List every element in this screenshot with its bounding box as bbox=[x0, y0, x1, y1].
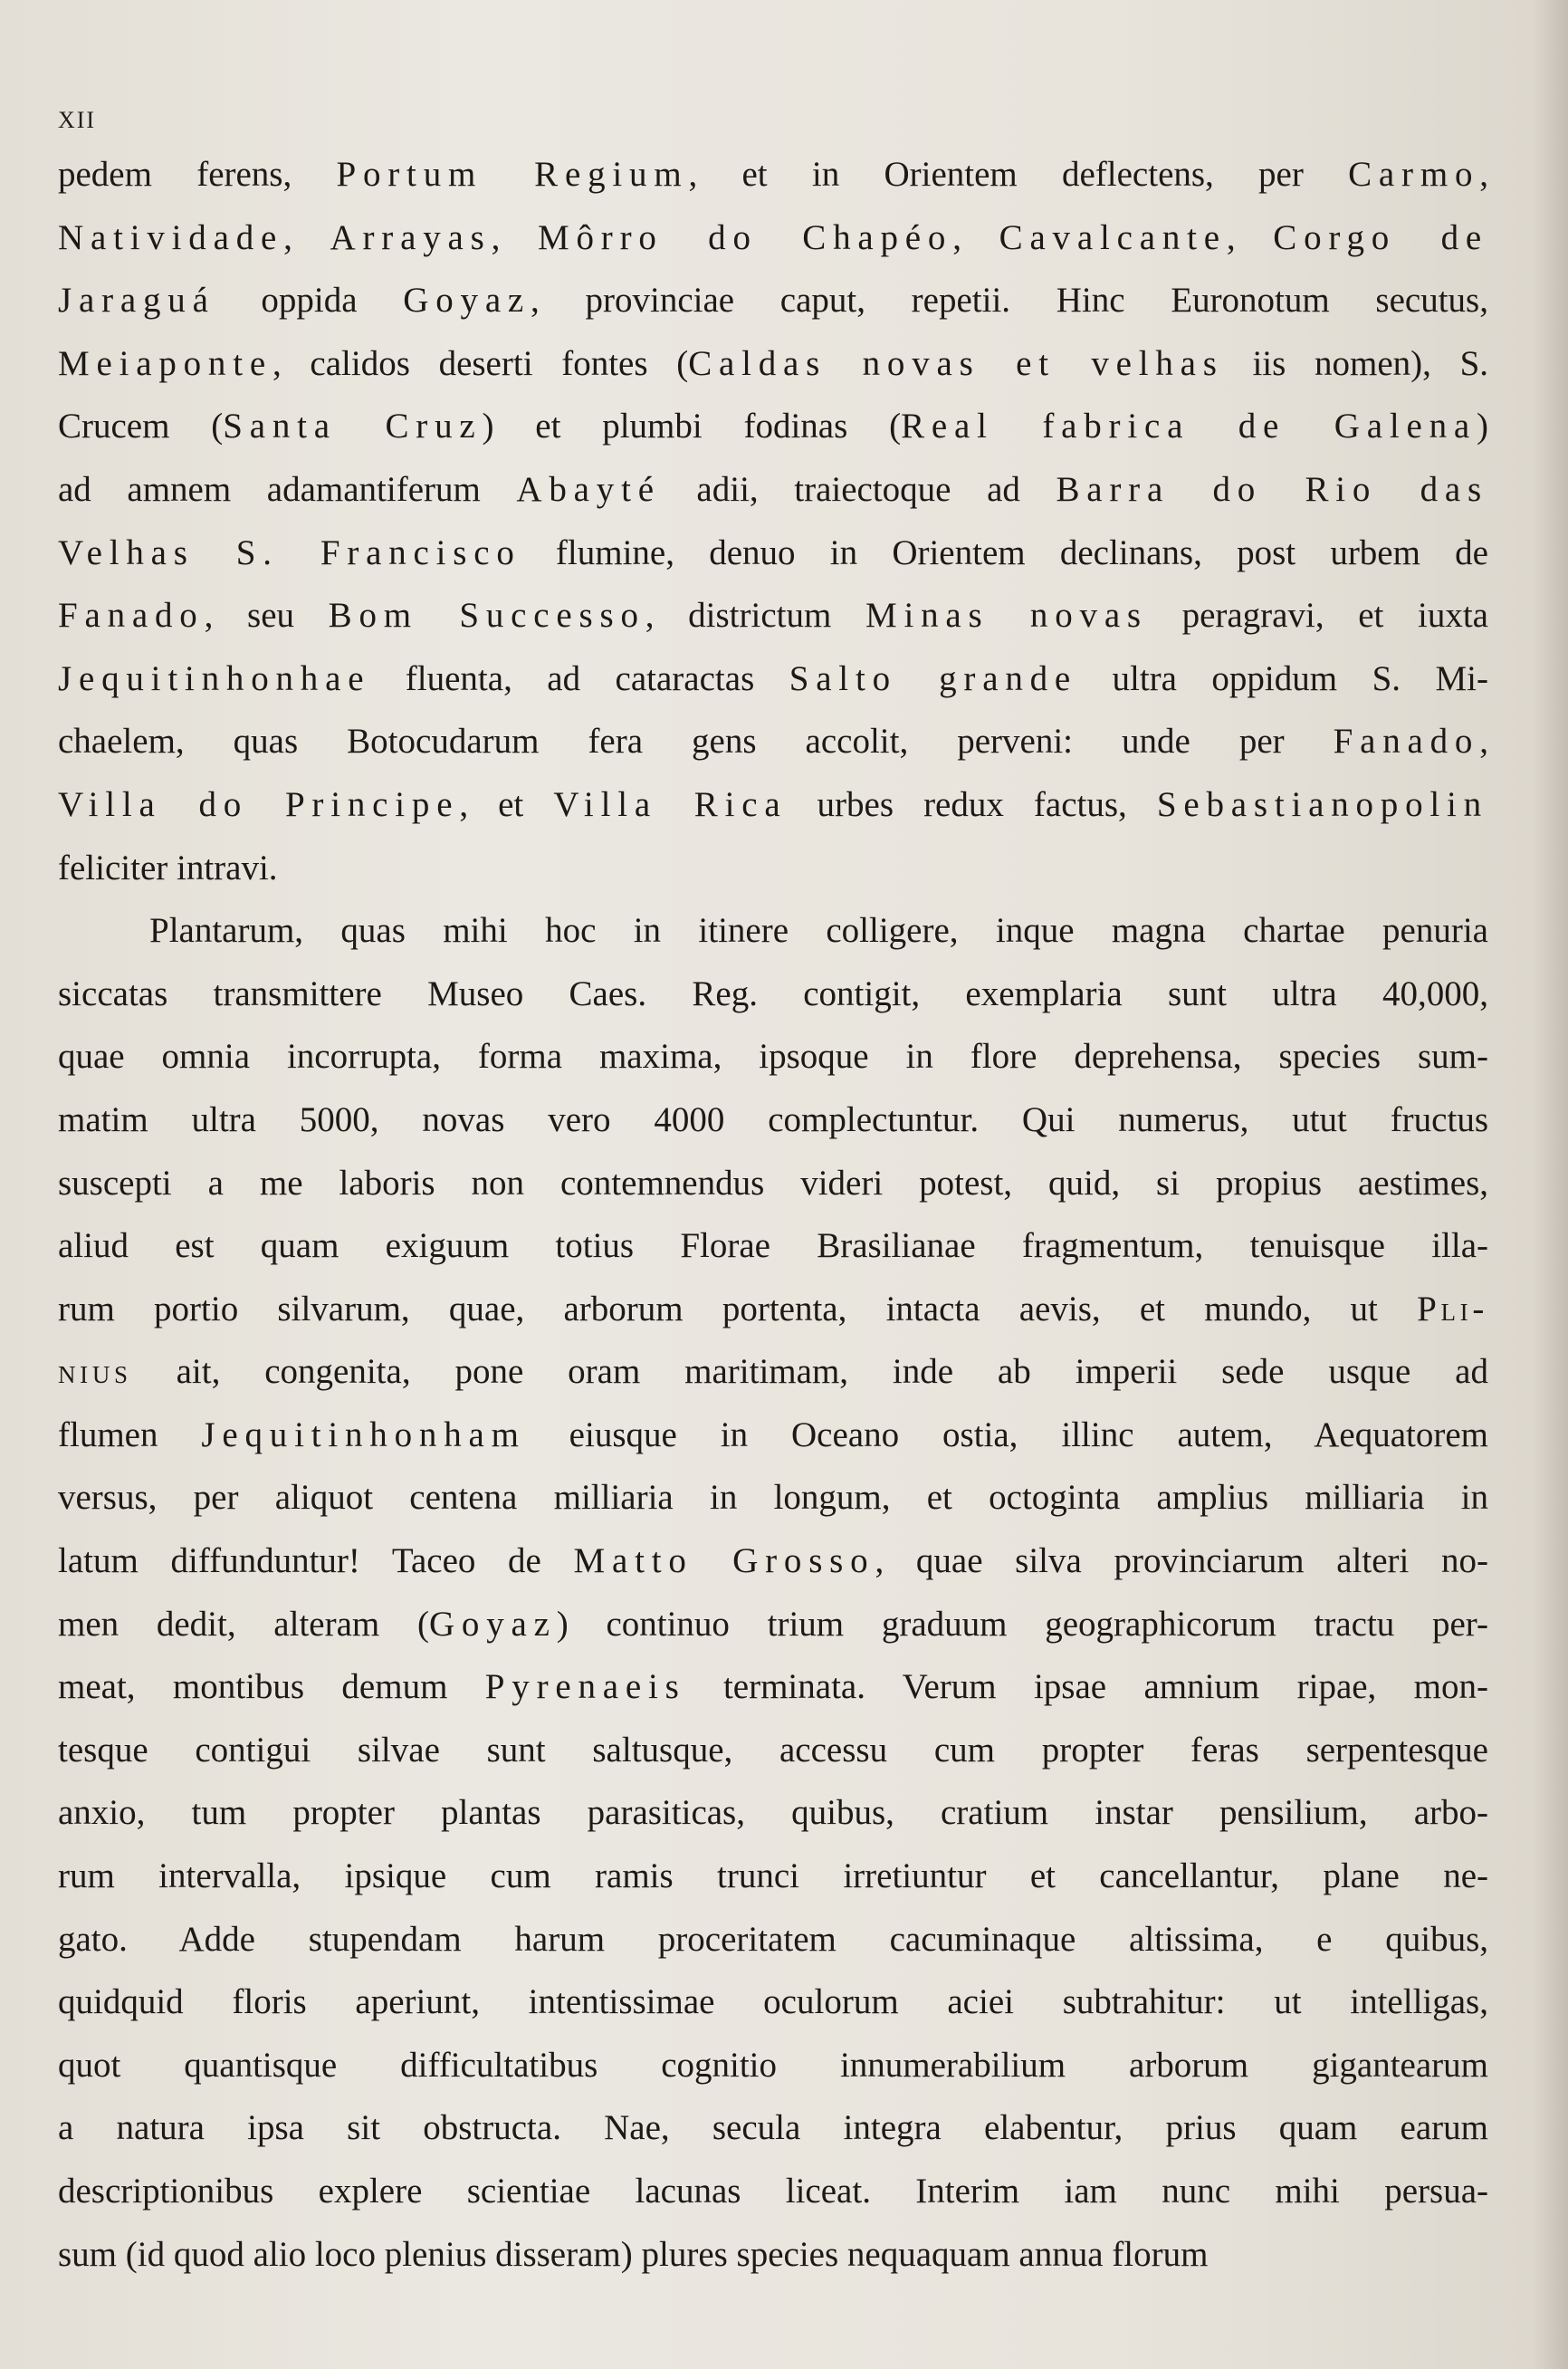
p1-line bbox=[58, 269, 1488, 332]
spaced-name: Jequitinhonhae bbox=[58, 658, 371, 698]
text-run: peragravi, et iuxta bbox=[1147, 596, 1488, 636]
text-run: ultra oppidum S. Mi- bbox=[1077, 658, 1488, 698]
spaced-name: Minas novas bbox=[865, 596, 1148, 636]
text-run: versus, per aliquot centena milliaria in longum, et octoginta amplius milliaria in bbox=[58, 1478, 1488, 1518]
spaced-name: Arrayas bbox=[330, 217, 492, 257]
text-run: , bbox=[1226, 217, 1274, 257]
text-run: sum (id quod alio loco plenius disseram) plures species nequaquam annua florum bbox=[58, 2234, 1209, 2274]
body-text bbox=[58, 143, 1488, 2286]
spaced-name: Barra do Rio das bbox=[1056, 469, 1488, 509]
text-run: ) et plumbi fodinas ( bbox=[482, 407, 902, 446]
text-run: ) continuo trium graduum geographicorum tractu per- bbox=[556, 1604, 1489, 1644]
p2-line bbox=[58, 1404, 1488, 1467]
text-run: flumen bbox=[58, 1415, 202, 1454]
text-run: quot quantisque difficultatibus cognitio innumerabilium arborum gigantearum bbox=[58, 2045, 1488, 2085]
spaced-name: Pyrenaeis bbox=[484, 1667, 686, 1707]
text-run: anxio, tum propter plantas parasiticas, quibus, cratium instar pensilium, arbo- bbox=[58, 1793, 1488, 1833]
text-run: flumine, denuo in Orientem declinans, post urbem de bbox=[521, 532, 1488, 572]
p2-line bbox=[58, 2034, 1488, 2097]
page-edge-shadow bbox=[1532, 0, 1568, 2369]
text-run: , et bbox=[459, 784, 554, 824]
text-run: aliud est quam exiguum totius Florae Brasilianae fragmentum, tenuisque illa- bbox=[58, 1226, 1488, 1266]
text-run: , bbox=[1479, 722, 1488, 762]
p2-line bbox=[58, 1278, 1488, 1341]
text-run: urbes redux factus, bbox=[787, 784, 1157, 824]
p2-line bbox=[58, 899, 1488, 963]
text-run: eiusque in Oceano ostia, illinc autem, Aequatorem bbox=[525, 1415, 1489, 1454]
spaced-name: Matto Grosso bbox=[573, 1541, 875, 1581]
text-run: rum intervalla, ipsique cum ramis trunci irretiuntur et cancellantur, plane ne- bbox=[58, 1856, 1488, 1896]
spaced-name: Goyaz bbox=[403, 281, 531, 321]
p1-line bbox=[58, 143, 1488, 206]
p2-line bbox=[58, 2096, 1488, 2160]
p2-line bbox=[58, 1593, 1488, 1656]
text-run: descriptionibus explere scientiae lacunas liceat. Interim iam nunc mihi persua- bbox=[58, 2172, 1488, 2211]
p2-line bbox=[58, 2223, 1488, 2287]
text-run: rum portio silvarum, quae, arborum portenta, intacta aevis, et mundo, ut bbox=[58, 1289, 1418, 1328]
text-run: Plantarum, quas mihi hoc in itinere colligere, inque magna chartae penuria bbox=[149, 911, 1488, 951]
spaced-name: Fanado bbox=[58, 596, 205, 636]
spaced-name: Abayté bbox=[516, 469, 661, 509]
spaced-name: Carmo bbox=[1348, 155, 1480, 194]
spaced-name: Fanado bbox=[1333, 722, 1480, 762]
p2-line bbox=[58, 1214, 1488, 1278]
text-run: terminata. Verum ipsae amnium ripae, mon- bbox=[685, 1667, 1488, 1707]
text-run: , districtum bbox=[645, 596, 865, 636]
spaced-name: Natividade bbox=[58, 217, 284, 257]
text-run: ad amnem adamantiferum bbox=[58, 469, 517, 509]
text-run: feliciter intravi. bbox=[58, 848, 278, 887]
text-run: siccatas transmittere Museo Caes. Reg. contigit, exemplaria sunt ultra 40,000, bbox=[58, 973, 1488, 1013]
spaced-name: Jaraguá bbox=[58, 281, 215, 321]
p2-line bbox=[58, 1971, 1488, 2034]
text-run: iis nomen), S. bbox=[1223, 343, 1489, 383]
text-run: tesque contigui silvae sunt saltusque, accessu cum propter feras serpentesque bbox=[58, 1730, 1488, 1770]
p1-line bbox=[58, 458, 1488, 522]
spaced-name: Caldas novas et velhas bbox=[688, 343, 1224, 383]
p1-line bbox=[58, 773, 1488, 837]
text-run: , bbox=[952, 217, 999, 257]
p1-line bbox=[58, 206, 1488, 270]
text-run: , quae silva provinciarum alteri no- bbox=[875, 1541, 1489, 1581]
spaced-name: Sebastianopolin bbox=[1156, 784, 1488, 824]
text-run: adii, traiectoque ad bbox=[660, 469, 1056, 509]
spaced-name: Villa do Principe bbox=[58, 784, 460, 824]
text-run: , provinciae caput, repetii. Hinc Euronotum secutus, bbox=[531, 281, 1488, 321]
p2-line bbox=[58, 1340, 1488, 1404]
spaced-name: Portum Regium bbox=[336, 155, 689, 194]
spaced-name: Goyaz bbox=[428, 1604, 557, 1644]
p2-line bbox=[58, 1466, 1488, 1530]
text-run: a natura ipsa sit obstructa. Nae, secula integra elabentur, prius quam earum bbox=[58, 2108, 1488, 2148]
text-run: , bbox=[283, 217, 330, 257]
text-run: fluenta, ad cataractas bbox=[370, 658, 789, 698]
small-caps-name: nius bbox=[58, 1352, 132, 1392]
spaced-name: Salto grande bbox=[789, 658, 1078, 698]
p1-line bbox=[58, 584, 1488, 647]
p1-line bbox=[58, 647, 1488, 711]
text-run: latum diffunduntur! Taceo de bbox=[58, 1541, 574, 1581]
p2-line bbox=[58, 1530, 1488, 1593]
text-run: , bbox=[1479, 155, 1489, 194]
p1-line bbox=[58, 837, 1488, 900]
text-run: suscepti a me laboris non contemnendus videri potest, quid, si propius aestimes, bbox=[58, 1163, 1488, 1203]
spaced-name: Cavalcante bbox=[999, 217, 1227, 257]
text-run: meat, montibus demum bbox=[58, 1667, 485, 1707]
p2-line bbox=[58, 1655, 1488, 1719]
text-run: quae omnia incorrupta, forma maxima, ipsoque in flore deprehensa, species sum- bbox=[58, 1037, 1488, 1077]
text-run: , calidos deserti fontes ( bbox=[272, 343, 689, 383]
small-caps-name: Pli- bbox=[1417, 1289, 1488, 1328]
text-run: quidquid floris aperiunt, intentissimae oculorum aciei subtrahitur: ut intelligas, bbox=[58, 1982, 1488, 2022]
p2-line bbox=[58, 1089, 1488, 1152]
spaced-name: Real fabrica de Galena bbox=[901, 407, 1477, 446]
text-run: , et in Orientem deflectens, per bbox=[688, 155, 1349, 194]
p1-line bbox=[58, 522, 1488, 585]
spaced-name: Velhas S. Francisco bbox=[58, 532, 521, 572]
text-run: , seu bbox=[204, 596, 329, 636]
text-run: oppida bbox=[215, 281, 404, 321]
text-run: chaelem, quas Botocudarum fera gens accolit, perveni: unde per bbox=[58, 722, 1334, 762]
text-run: , bbox=[491, 217, 539, 257]
p1-line bbox=[58, 332, 1488, 396]
spaced-name: Villa Rica bbox=[553, 784, 788, 824]
text-run: Crucem ( bbox=[58, 407, 224, 446]
text-run: pedem ferens, bbox=[58, 155, 337, 194]
spaced-name: Corgo de bbox=[1273, 217, 1488, 257]
p1-line bbox=[58, 710, 1488, 773]
p2-line bbox=[58, 963, 1488, 1026]
text-run: gato. Adde stupendam harum proceritatem cacuminaque altissima, e quibus, bbox=[58, 1919, 1488, 1959]
p2-line bbox=[58, 1845, 1488, 1908]
p2-line bbox=[58, 1719, 1488, 1782]
text-run: ait, congenita, pone oram maritimam, inde ab imperii sede usque ad bbox=[131, 1352, 1488, 1392]
spaced-name: Meiaponte bbox=[58, 343, 272, 383]
text-run: ) bbox=[1477, 407, 1488, 446]
spaced-name: Jequitinhonham bbox=[201, 1415, 526, 1454]
p2-line bbox=[58, 1025, 1488, 1089]
spaced-name: Santa Cruz bbox=[223, 407, 483, 446]
text-run: matim ultra 5000, novas vero 4000 complectuntur. Qui numerus, utut fructus bbox=[58, 1099, 1488, 1139]
spaced-name: Môrro do Chapéo bbox=[538, 217, 953, 257]
p1-line bbox=[58, 395, 1488, 458]
spaced-name: Bom Successo bbox=[328, 596, 645, 636]
text-run: men dedit, alteram ( bbox=[58, 1604, 429, 1644]
p2-line bbox=[58, 2160, 1488, 2223]
p2-line bbox=[58, 1781, 1488, 1845]
p2-line bbox=[58, 1152, 1488, 1215]
p2-line bbox=[58, 1908, 1488, 1971]
page-number: XII bbox=[58, 107, 97, 133]
